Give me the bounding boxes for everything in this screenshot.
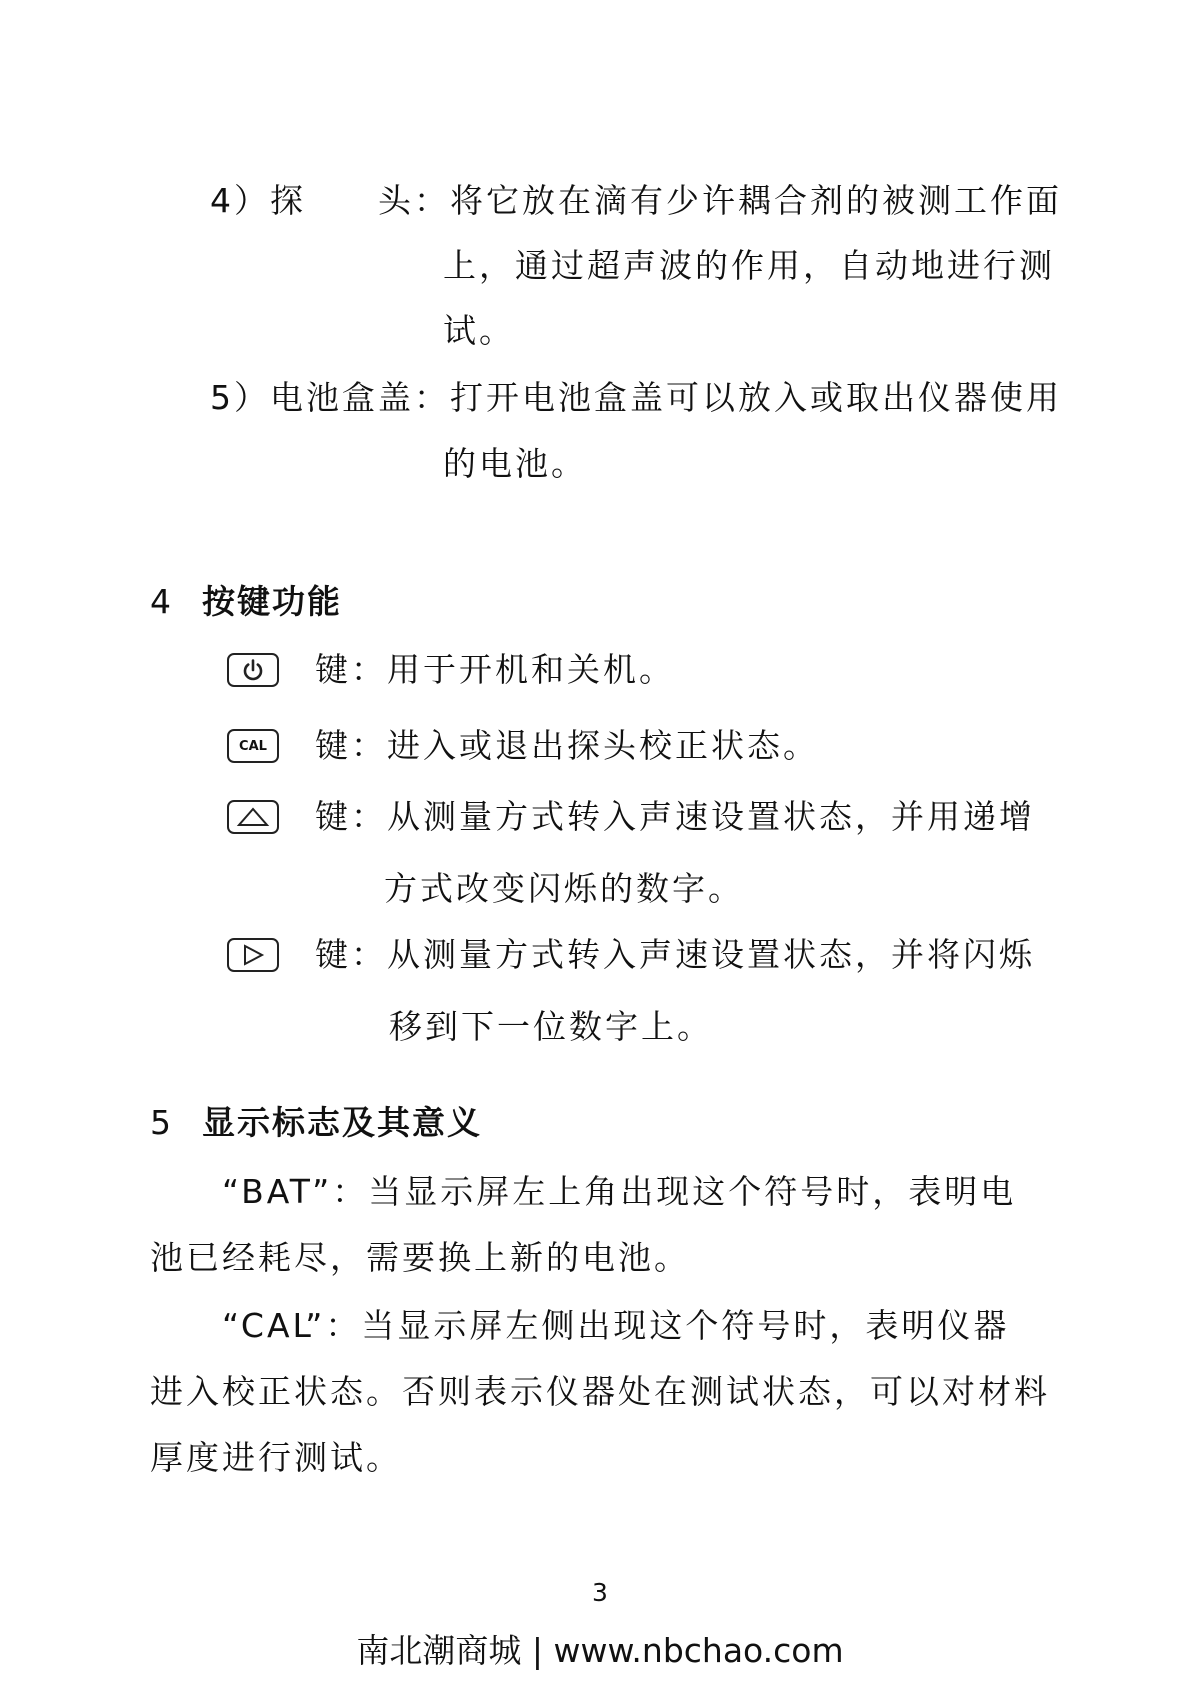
bat-para-line-2: 池已经耗尽，需要换上新的电池。 — [150, 1238, 690, 1277]
section-4-heading — [150, 582, 342, 622]
up-triangle-icon — [227, 800, 279, 834]
bat-para-line-1: “BAT”：当显示屏左上角出现这个符号时，表明电 — [222, 1172, 1017, 1211]
item-4-line-1: 4）探 头：将它放在滴有少许耦合剂的被测工作面 — [210, 181, 1062, 220]
power-icon — [227, 653, 279, 687]
cal-para-line-3: 厚度进行测试。 — [150, 1438, 402, 1477]
key-up-desc-line-2: 方式改变闪烁的数字。 — [384, 869, 744, 908]
item-5-line-1: 5）电池盒盖：打开电池盒盖可以放入或取出仪器使用 — [210, 378, 1062, 417]
key-power-desc: 键：用于开机和关机。 — [315, 650, 675, 689]
item-4-line-2: 上，通过超声波的作用，自动地进行测 — [443, 246, 1055, 285]
key-right-desc-line-1: 键：从测量方式转入声速设置状态，并将闪烁 — [315, 935, 1035, 974]
footer-watermark: 南北潮商城 | www.nbchao.com — [356, 1631, 844, 1670]
item-5-line-2: 的电池。 — [443, 444, 587, 483]
page-number: 3 — [592, 1578, 608, 1607]
cal-key-icon: CAL — [227, 729, 279, 763]
item-4-line-3: 试。 — [443, 311, 515, 350]
cal-para-line-2: 进入校正状态。否则表示仪器处在测试状态，可以对材料 — [150, 1372, 1050, 1411]
section-5-heading — [150, 1103, 482, 1143]
section-4-number: 4 — [150, 582, 171, 621]
section-4-title: 按键功能 — [202, 582, 342, 621]
cal-para-line-1: “CAL”：当显示屏左侧出现这个符号时，表明仪器 — [222, 1306, 1010, 1345]
key-up-desc-line-1: 键：从测量方式转入声速设置状态，并用递增 — [315, 797, 1035, 836]
section-5-number: 5 — [150, 1103, 171, 1142]
section-5-title: 显示标志及其意义 — [202, 1103, 482, 1142]
right-triangle-icon — [227, 938, 279, 972]
key-right-desc-line-2: 移到下一位数字上。 — [389, 1007, 713, 1046]
key-cal-desc: 键：进入或退出探头校正状态。 — [315, 726, 819, 765]
